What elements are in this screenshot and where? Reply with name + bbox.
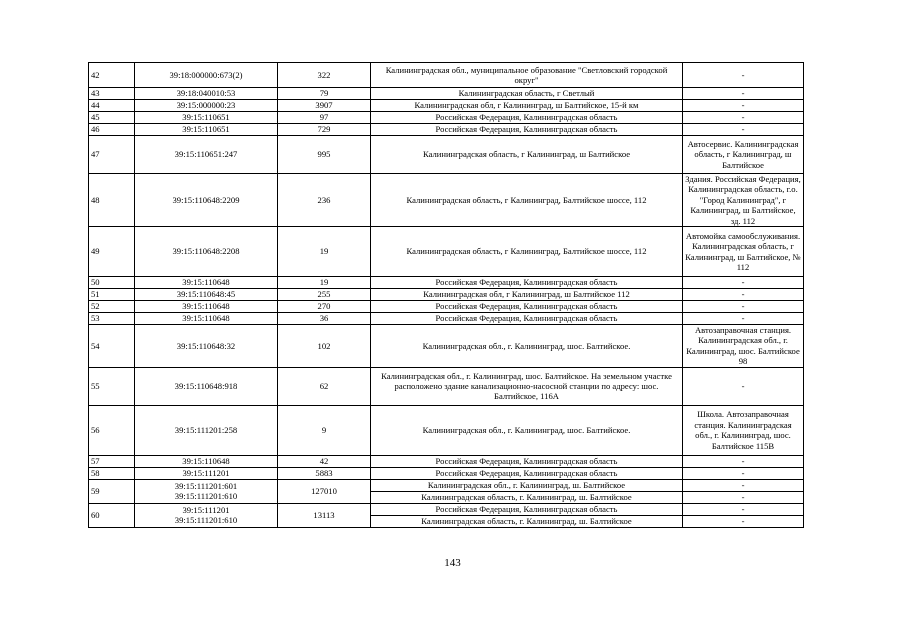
object-cell: - bbox=[683, 479, 804, 491]
object-cell: Автосервис. Калининградская область, г Калининград, ш Балтийское bbox=[683, 136, 804, 174]
table-row bbox=[89, 503, 804, 515]
row-number-cell: 42 bbox=[89, 63, 135, 88]
row-number-cell: 59 bbox=[89, 479, 135, 503]
cadastral-number-cell: 39:18:000000:673(2) bbox=[135, 63, 278, 88]
area-cell: 236 bbox=[278, 174, 371, 227]
address-cell: Калининградская область, г. Калининград, ш. Балтийское bbox=[371, 515, 683, 527]
table-row bbox=[89, 289, 804, 301]
table-row bbox=[89, 325, 804, 368]
area-cell: 5883 bbox=[278, 467, 371, 479]
cadastral-number-cell: 39:15:110648:45 bbox=[135, 289, 278, 301]
cadastral-number-cell: 39:18:040010:53 bbox=[135, 88, 278, 100]
object-cell: - bbox=[683, 313, 804, 325]
table-row bbox=[89, 313, 804, 325]
row-number-cell: 56 bbox=[89, 405, 135, 455]
table-row bbox=[89, 277, 804, 289]
row-number-cell: 51 bbox=[89, 289, 135, 301]
row-number-cell: 53 bbox=[89, 313, 135, 325]
object-cell: Школа. Автозаправочная станция. Калининградская обл., г. Калининград, шос. Балтийское 115В bbox=[683, 405, 804, 455]
area-cell: 19 bbox=[278, 277, 371, 289]
table-row bbox=[89, 136, 804, 174]
object-cell: - bbox=[683, 112, 804, 124]
row-number-cell: 45 bbox=[89, 112, 135, 124]
row-number-cell: 46 bbox=[89, 124, 135, 136]
cadastral-number-cell bbox=[135, 503, 278, 527]
cadastral-number-cell bbox=[135, 479, 278, 503]
table-row bbox=[89, 124, 804, 136]
address-cell: Российская Федерация, Калининградская область bbox=[371, 313, 683, 325]
object-cell: - bbox=[683, 367, 804, 405]
cadastral-number-cell: 39:15:111201 bbox=[135, 467, 278, 479]
object-cell: - bbox=[683, 503, 804, 515]
row-number-cell: 55 bbox=[89, 367, 135, 405]
row-number-cell: 57 bbox=[89, 455, 135, 467]
cadastral-number: 39:15:111201 bbox=[182, 504, 230, 515]
cadastral-number-cell: 39:15:110648:918 bbox=[135, 367, 278, 405]
address-cell: Калининградская обл, г Калининград, ш Балтийское 112 bbox=[371, 289, 683, 301]
area-cell: 9 bbox=[278, 405, 371, 455]
cadastral-number-cell: 39:15:110651:247 bbox=[135, 136, 278, 174]
cadastral-number-cell: 39:15:110648 bbox=[135, 301, 278, 313]
table-row bbox=[89, 467, 804, 479]
area-cell: 729 bbox=[278, 124, 371, 136]
address-cell: Калининградская область, г Калининград, Балтийское шоссе, 112 bbox=[371, 227, 683, 277]
area-cell: 127010 bbox=[278, 479, 371, 503]
row-number-cell: 48 bbox=[89, 174, 135, 227]
cadastral-number-cell: 39:15:000000:23 bbox=[135, 100, 278, 112]
row-number-cell: 47 bbox=[89, 136, 135, 174]
object-cell: - bbox=[683, 100, 804, 112]
row-number-cell: 60 bbox=[89, 503, 135, 527]
address-cell: Калининградская обл., г. Калининград, шос. Балтийское. На земельном участке расположено здание канализационно-насосной станции по адресу: шос. Балтийское, 116А bbox=[371, 367, 683, 405]
table-row bbox=[89, 405, 804, 455]
row-number-cell: 50 bbox=[89, 277, 135, 289]
object-cell: - bbox=[683, 455, 804, 467]
table-row bbox=[89, 455, 804, 467]
address-cell: Калининградская обл., г. Калининград, шос. Балтийское. bbox=[371, 325, 683, 368]
area-cell: 42 bbox=[278, 455, 371, 467]
area-cell: 79 bbox=[278, 88, 371, 100]
table-row bbox=[89, 63, 804, 88]
object-cell: - bbox=[683, 301, 804, 313]
area-cell: 270 bbox=[278, 301, 371, 313]
address-cell: Калининградская область, г Светлый bbox=[371, 88, 683, 100]
address-cell: Российская Федерация, Калининградская область bbox=[371, 124, 683, 136]
area-cell: 19 bbox=[278, 227, 371, 277]
area-cell: 3907 bbox=[278, 100, 371, 112]
object-cell: - bbox=[683, 88, 804, 100]
address-cell: Калининградская область, г. Калининград, ш. Балтийское bbox=[371, 491, 683, 503]
cadastral-number: 39:15:111201:610 bbox=[174, 515, 238, 526]
address-cell: Российская Федерация, Калининградская область bbox=[371, 112, 683, 124]
row-number-cell: 49 bbox=[89, 227, 135, 277]
cadastral-number: 39:15:111201:610 bbox=[174, 491, 238, 502]
land-plots-table bbox=[88, 62, 804, 528]
address-cell: Калининградская обл., г. Калининград, ш. Балтийское bbox=[371, 479, 683, 491]
cadastral-number-cell: 39:15:110651 bbox=[135, 112, 278, 124]
area-cell: 13113 bbox=[278, 503, 371, 527]
address-cell: Российская Федерация, Калининградская область bbox=[371, 301, 683, 313]
cadastral-number-cell: 39:15:110648:32 bbox=[135, 325, 278, 368]
object-cell: - bbox=[683, 491, 804, 503]
address-cell: Российская Федерация, Калининградская область bbox=[371, 467, 683, 479]
cadastral-number-cell: 39:15:110651 bbox=[135, 124, 278, 136]
row-number-cell: 58 bbox=[89, 467, 135, 479]
address-cell: Калининградская обл., муниципальное образование "Светловский городской округ" bbox=[371, 63, 683, 88]
cadastral-number-cell: 39:15:111201:258 bbox=[135, 405, 278, 455]
cadastral-number-cell: 39:15:110648 bbox=[135, 455, 278, 467]
row-number-cell: 43 bbox=[89, 88, 135, 100]
area-cell: 995 bbox=[278, 136, 371, 174]
object-cell: Здания. Российская Федерация, Калининградская область, г.о. "Город Калининград", г Калининград, ш Балтийское, зд. 112 bbox=[683, 174, 804, 227]
object-cell: - bbox=[683, 467, 804, 479]
object-cell: - bbox=[683, 124, 804, 136]
table-body bbox=[89, 63, 804, 528]
address-cell: Калининградская область, г Калининград, Балтийское шоссе, 112 bbox=[371, 174, 683, 227]
address-cell: Российская Федерация, Калининградская область bbox=[371, 455, 683, 467]
table-row bbox=[89, 88, 804, 100]
object-cell: Автозаправочная станция. Калининградская обл., г. Калининград, шос. Балтийское 98 bbox=[683, 325, 804, 368]
area-cell: 102 bbox=[278, 325, 371, 368]
row-number-cell: 44 bbox=[89, 100, 135, 112]
object-cell: - bbox=[683, 289, 804, 301]
table-row bbox=[89, 367, 804, 405]
cadastral-number-cell: 39:15:110648:2209 bbox=[135, 174, 278, 227]
address-cell: Калининградская обл., г. Калининград, шос. Балтийское. bbox=[371, 405, 683, 455]
row-number-cell: 54 bbox=[89, 325, 135, 368]
area-cell: 322 bbox=[278, 63, 371, 88]
object-cell: - bbox=[683, 277, 804, 289]
address-cell: Калининградская обл, г Калининград, ш Балтийское, 15-й км bbox=[371, 100, 683, 112]
object-cell: - bbox=[683, 515, 804, 527]
table-row bbox=[89, 112, 804, 124]
area-cell: 97 bbox=[278, 112, 371, 124]
address-cell: Калининградская область, г Калининград, ш Балтийское bbox=[371, 136, 683, 174]
object-cell: Автомойка самообслуживания. Калининградская область, г Калининград, ш Балтийское, № 112 bbox=[683, 227, 804, 277]
object-cell: - bbox=[683, 63, 804, 88]
cadastral-number: 39:15:111201:601 bbox=[174, 480, 238, 491]
table-row bbox=[89, 301, 804, 313]
table-row bbox=[89, 174, 804, 227]
table-row bbox=[89, 100, 804, 112]
cadastral-number-cell: 39:15:110648 bbox=[135, 277, 278, 289]
address-cell: Российская Федерация, Калининградская область bbox=[371, 503, 683, 515]
area-cell: 62 bbox=[278, 367, 371, 405]
table-row bbox=[89, 227, 804, 277]
area-cell: 36 bbox=[278, 313, 371, 325]
cadastral-number-cell: 39:15:110648 bbox=[135, 313, 278, 325]
row-number-cell: 52 bbox=[89, 301, 135, 313]
address-cell: Российская Федерация, Калининградская область bbox=[371, 277, 683, 289]
page-number: 143 bbox=[444, 557, 461, 569]
cadastral-number-cell: 39:15:110648:2208 bbox=[135, 227, 278, 277]
table-row bbox=[89, 479, 804, 491]
area-cell: 255 bbox=[278, 289, 371, 301]
